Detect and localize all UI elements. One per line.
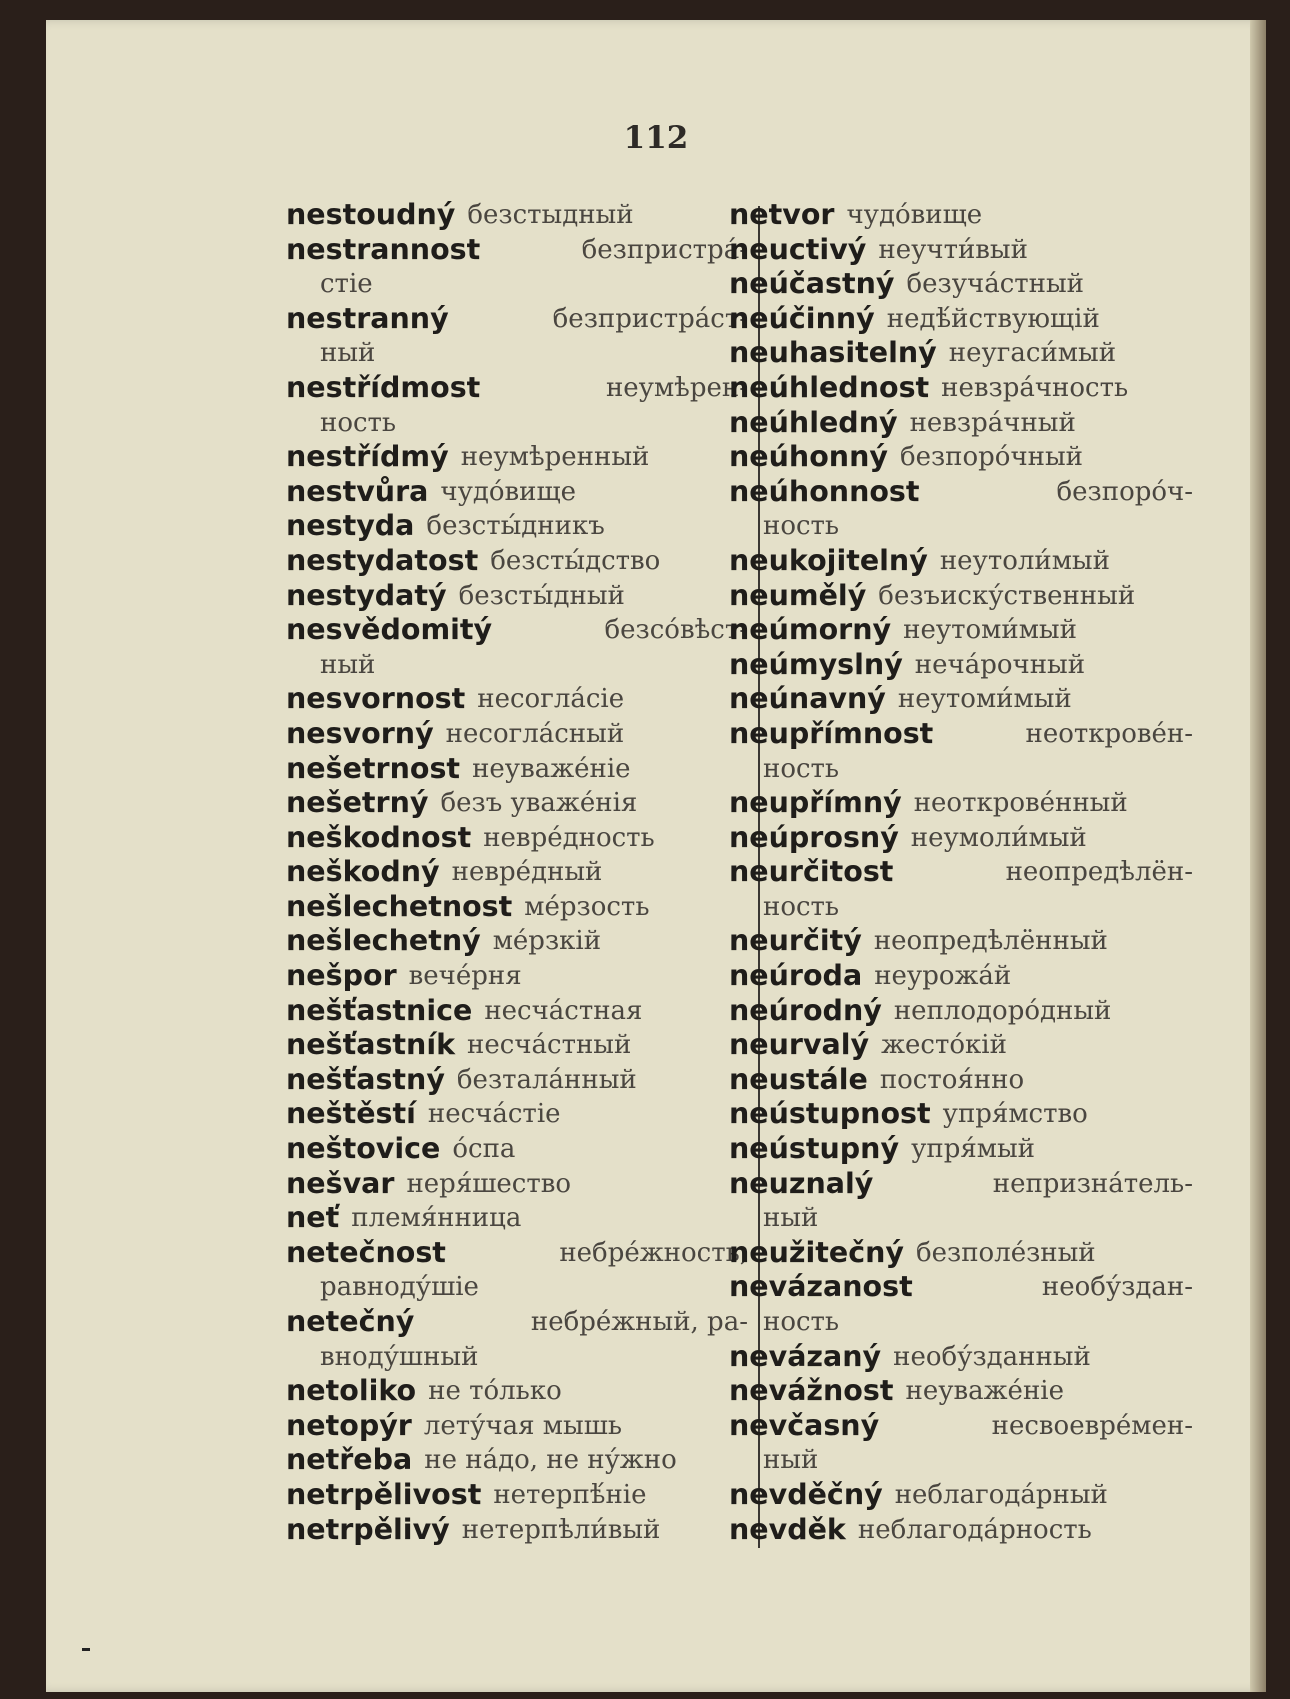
dictionary-entry bbox=[286, 855, 748, 890]
headword: nešlechetnost bbox=[286, 889, 513, 923]
entry-continuation bbox=[729, 509, 1193, 544]
entry-continuation bbox=[286, 648, 748, 683]
gloss: безсты́дникъ bbox=[426, 511, 605, 542]
headword: neurčitost bbox=[729, 855, 894, 889]
gloss: неуваже́ніе bbox=[472, 753, 631, 784]
left-column bbox=[286, 198, 748, 1547]
page-number: 112 bbox=[623, 120, 689, 156]
headword: neústupný bbox=[729, 1132, 900, 1166]
dictionary-entry bbox=[286, 1409, 748, 1444]
headword: netoliko bbox=[286, 1374, 417, 1408]
headword: neústupnost bbox=[729, 1097, 931, 1131]
headword: neúmorný bbox=[729, 613, 892, 647]
gloss: небре́жный, ра- bbox=[530, 1307, 748, 1337]
gloss: безпристра́ст- bbox=[552, 303, 748, 334]
headword: nestrannost bbox=[286, 232, 481, 266]
headword: neštěstí bbox=[286, 1097, 416, 1131]
gloss-continuation: ный bbox=[763, 1445, 819, 1476]
dictionary-entry bbox=[729, 198, 1193, 233]
gloss: безпоро́чный bbox=[899, 442, 1083, 473]
gloss: не на́до, не ну́жно bbox=[424, 1445, 677, 1476]
right-column bbox=[729, 198, 1193, 1547]
headword: neurčitý bbox=[729, 924, 862, 958]
headword: neúnavný bbox=[729, 682, 886, 716]
gloss: неутоли́мый bbox=[939, 545, 1110, 576]
dictionary-entry bbox=[729, 613, 1193, 648]
entry-continuation bbox=[729, 890, 1193, 925]
headword: nešetrný bbox=[286, 786, 429, 820]
headword: neustále bbox=[729, 1062, 868, 1096]
headword: neškodnost bbox=[286, 820, 472, 854]
dictionary-entry bbox=[729, 1374, 1193, 1409]
gloss: безпоро́ч- bbox=[1056, 476, 1193, 507]
gloss: лету́чая мышь bbox=[423, 1410, 623, 1441]
gloss: безстыдный bbox=[467, 200, 634, 230]
gloss-continuation: ный bbox=[320, 338, 376, 369]
dictionary-entry bbox=[729, 579, 1193, 614]
book-page bbox=[46, 20, 1266, 1692]
gloss: невре́дность bbox=[483, 822, 655, 853]
gloss: безсо́вѣст- bbox=[604, 615, 748, 646]
headword: neuhasitelný bbox=[729, 336, 937, 370]
dictionary-entry bbox=[729, 1028, 1193, 1063]
dictionary-entry bbox=[286, 1132, 748, 1167]
headword: neúhonnost bbox=[729, 474, 920, 508]
dictionary-entry bbox=[286, 544, 748, 579]
gloss: нетерпѣ́ніе bbox=[493, 1479, 647, 1510]
dictionary-entry bbox=[286, 371, 748, 406]
headword: nestřídmost bbox=[286, 370, 481, 404]
dictionary-entry bbox=[729, 1132, 1193, 1167]
gloss: неучти́вый bbox=[878, 234, 1028, 265]
headword: neúroda bbox=[729, 959, 863, 993]
headword: neužitečný bbox=[729, 1235, 904, 1269]
gloss: ме́рзкій bbox=[492, 926, 602, 957]
gloss: несогла́сный bbox=[445, 718, 625, 749]
entry-continuation bbox=[729, 1305, 1193, 1340]
gloss-continuation: ный bbox=[763, 1203, 819, 1234]
gloss: неоткрове́нный bbox=[913, 788, 1128, 819]
dictionary-entry bbox=[729, 1167, 1193, 1202]
gloss: неблагода́рный bbox=[894, 1479, 1108, 1510]
gloss: необу́зданный bbox=[893, 1341, 1091, 1372]
headword: neuctivý bbox=[729, 232, 867, 266]
dictionary-entry bbox=[286, 1374, 748, 1409]
dictionary-entry bbox=[286, 752, 748, 787]
gloss: чудо́вище bbox=[846, 200, 983, 230]
headword: neuznalý bbox=[729, 1166, 874, 1200]
dictionary-entry bbox=[729, 1409, 1193, 1444]
entry-continuation bbox=[286, 1270, 748, 1305]
headword: neškodný bbox=[286, 855, 440, 889]
entry-continuation bbox=[286, 1340, 748, 1375]
gloss: не то́лько bbox=[428, 1376, 562, 1407]
gloss: недѣ́йствующій bbox=[886, 303, 1100, 334]
dictionary-entry bbox=[286, 1513, 748, 1548]
dictionary-entry bbox=[286, 509, 748, 544]
gloss: неопредѣлённый bbox=[873, 926, 1108, 957]
gloss: несогла́сіе bbox=[477, 684, 625, 715]
headword: nevázanost bbox=[729, 1270, 913, 1304]
headword: nesvorný bbox=[286, 716, 434, 750]
entry-continuation bbox=[729, 752, 1193, 787]
dictionary-entry bbox=[286, 233, 748, 268]
dictionary-entry bbox=[286, 890, 748, 925]
headword: neúhledný bbox=[729, 405, 898, 439]
gloss: о́спа bbox=[452, 1134, 516, 1165]
headword: neupřímný bbox=[729, 786, 902, 820]
dictionary-entry bbox=[729, 855, 1193, 890]
gloss-continuation: ность bbox=[763, 891, 840, 922]
gloss: безтала́нный bbox=[456, 1064, 637, 1095]
entry-continuation bbox=[286, 336, 748, 371]
headword: netrpělivost bbox=[286, 1477, 482, 1511]
dictionary-entry bbox=[729, 1063, 1193, 1098]
dictionary-entry bbox=[286, 1305, 748, 1340]
gloss: неумѣрен- bbox=[605, 372, 748, 403]
gloss: неугаси́мый bbox=[948, 338, 1117, 369]
dictionary-entry bbox=[729, 544, 1193, 579]
dictionary-entry bbox=[729, 1270, 1193, 1305]
gloss: невзра́чность bbox=[941, 372, 1129, 403]
gloss: вече́рня bbox=[408, 961, 522, 992]
headword: nestranný bbox=[286, 301, 449, 335]
dictionary-entry bbox=[286, 924, 748, 959]
headword: neúprosný bbox=[729, 820, 899, 854]
headword: nešťastnice bbox=[286, 993, 473, 1027]
gloss: неумѣренный bbox=[460, 442, 650, 473]
headword: netečný bbox=[286, 1305, 415, 1338]
dictionary-entry bbox=[286, 1201, 748, 1236]
headword: nešpor bbox=[286, 959, 397, 993]
headword: nevděk bbox=[729, 1512, 846, 1546]
gloss: неопредѣлён- bbox=[1005, 857, 1193, 888]
dictionary-entry bbox=[286, 994, 748, 1029]
headword: nevčasný bbox=[729, 1408, 880, 1442]
dictionary-entry bbox=[286, 821, 748, 856]
dictionary-entry bbox=[729, 959, 1193, 994]
gloss-continuation: ность bbox=[320, 407, 397, 438]
dictionary-entry bbox=[729, 267, 1193, 302]
gloss: упря́мый bbox=[911, 1134, 1035, 1165]
gloss: непризна́тель- bbox=[992, 1168, 1193, 1199]
dictionary-entry bbox=[286, 440, 748, 475]
gloss: несча́стный bbox=[467, 1030, 632, 1061]
gloss-continuation: равноду́шіе bbox=[320, 1272, 479, 1303]
headword: neúhonný bbox=[729, 440, 888, 474]
dictionary-entry bbox=[729, 648, 1193, 683]
headword: nevděčný bbox=[729, 1477, 883, 1511]
headword: neurvalý bbox=[729, 1028, 870, 1062]
headword: neť bbox=[286, 1201, 340, 1235]
gloss: неумоли́мый bbox=[910, 822, 1087, 853]
dictionary-entry bbox=[286, 1097, 748, 1132]
dictionary-entry bbox=[286, 1236, 748, 1271]
headword: neúmyslný bbox=[729, 647, 903, 681]
dictionary-entry bbox=[729, 233, 1193, 268]
headword: netvor bbox=[729, 198, 835, 231]
headword: nestydatost bbox=[286, 543, 479, 577]
dictionary-entry bbox=[729, 371, 1193, 406]
gloss: неря́шество bbox=[406, 1168, 572, 1199]
headword: nevázaný bbox=[729, 1339, 882, 1373]
dictionary-entry bbox=[729, 1236, 1193, 1271]
gloss-continuation: ность bbox=[763, 511, 840, 542]
headword: neumělý bbox=[729, 578, 867, 612]
dictionary-entry bbox=[729, 1340, 1193, 1375]
entry-continuation bbox=[286, 267, 748, 302]
page-mark bbox=[82, 1648, 90, 1651]
headword: nešťastník bbox=[286, 1028, 456, 1062]
dictionary-entry bbox=[729, 994, 1193, 1029]
gloss: упря́мство bbox=[942, 1099, 1088, 1130]
entry-continuation bbox=[729, 1201, 1193, 1236]
dictionary-entry bbox=[286, 579, 748, 614]
headword: nesvornost bbox=[286, 682, 466, 716]
dictionary-entry bbox=[729, 682, 1193, 717]
dictionary-entry bbox=[286, 1443, 748, 1478]
gloss: жесто́кій bbox=[881, 1030, 1007, 1061]
gloss: неурожа́й bbox=[874, 961, 1012, 992]
gloss: неутоми́мый bbox=[897, 684, 1072, 715]
gloss: неча́рочный bbox=[914, 649, 1086, 680]
dictionary-entry bbox=[286, 682, 748, 717]
dictionary-entry bbox=[286, 1063, 748, 1098]
headword: neupřímnost bbox=[729, 716, 934, 750]
headword: neukojitelný bbox=[729, 543, 928, 577]
headword: netopýr bbox=[286, 1408, 412, 1442]
dictionary-entry bbox=[729, 336, 1193, 371]
gloss-continuation: ность bbox=[763, 753, 840, 784]
dictionary-entry bbox=[729, 821, 1193, 856]
dictionary-entry bbox=[729, 1097, 1193, 1132]
headword: nestydatý bbox=[286, 578, 447, 612]
gloss: безъиску́ственный bbox=[878, 580, 1136, 611]
dictionary-entry bbox=[729, 475, 1193, 510]
dictionary-entry bbox=[286, 1167, 748, 1202]
dictionary-entry bbox=[286, 198, 748, 233]
headword: nešvar bbox=[286, 1166, 395, 1200]
gloss-continuation: стіе bbox=[320, 269, 373, 300]
gloss: неплодоро́дный bbox=[893, 995, 1112, 1026]
headword: neúrodný bbox=[729, 993, 882, 1027]
gloss: безсты́дный bbox=[458, 580, 625, 611]
dictionary-entry bbox=[729, 924, 1193, 959]
headword: nestyda bbox=[286, 509, 415, 543]
gloss: несча́стіе bbox=[427, 1099, 561, 1130]
gloss: неуваже́ніе bbox=[905, 1376, 1064, 1407]
gloss-continuation: вноду́шный bbox=[320, 1341, 479, 1372]
entry-continuation bbox=[729, 1443, 1193, 1478]
dictionary-entry bbox=[729, 1478, 1193, 1513]
gloss: племя́нница bbox=[351, 1203, 522, 1234]
page-spine-shadow bbox=[1250, 20, 1266, 1692]
gloss: безпристра́- bbox=[581, 234, 748, 265]
gloss: нетерпѣли́вый bbox=[461, 1514, 661, 1545]
headword: neštovice bbox=[286, 1132, 441, 1166]
gloss-continuation: ный bbox=[320, 649, 376, 680]
dictionary-entry bbox=[286, 1028, 748, 1063]
gloss: несвоевре́мен- bbox=[991, 1410, 1193, 1441]
headword: nestřídmý bbox=[286, 440, 449, 474]
headword: nestvůra bbox=[286, 474, 429, 508]
headword: neúčastný bbox=[729, 267, 895, 301]
dictionary-entry bbox=[286, 717, 748, 752]
gloss: ме́рзость bbox=[524, 891, 650, 922]
headword: nešlechetný bbox=[286, 924, 481, 958]
gloss: безъ уваже́нія bbox=[440, 788, 638, 819]
headword: nešťastný bbox=[286, 1062, 445, 1096]
gloss: небре́жность, bbox=[559, 1237, 748, 1268]
headword: nevážnost bbox=[729, 1374, 894, 1408]
gloss: неоткрове́н- bbox=[1025, 718, 1193, 749]
gloss: неблагода́рность bbox=[857, 1514, 1092, 1545]
headword: neúhlednost bbox=[729, 370, 930, 404]
headword: nešetrnost bbox=[286, 751, 461, 785]
headword: netrpělivý bbox=[286, 1512, 450, 1546]
dictionary-entry bbox=[286, 613, 748, 648]
dictionary-entry bbox=[286, 1478, 748, 1513]
gloss: необу́здан- bbox=[1041, 1272, 1193, 1303]
headword: nesvědomitý bbox=[286, 613, 493, 647]
gloss-continuation: ность bbox=[763, 1307, 840, 1337]
gloss: чудо́вище bbox=[440, 476, 577, 507]
headword: nestoudný bbox=[286, 198, 456, 231]
gloss: безполе́зный bbox=[915, 1237, 1096, 1268]
dictionary-entry bbox=[729, 440, 1193, 475]
dictionary-entry bbox=[729, 786, 1193, 821]
dictionary-entry bbox=[729, 302, 1193, 337]
dictionary-entry bbox=[729, 1513, 1193, 1548]
dictionary-entry bbox=[286, 302, 748, 337]
gloss: постоя́нно bbox=[879, 1064, 1025, 1095]
dictionary-entry bbox=[729, 406, 1193, 441]
gloss: невре́дный bbox=[451, 857, 603, 888]
dictionary-entry bbox=[286, 959, 748, 994]
gloss: безсты́дство bbox=[490, 545, 661, 576]
dictionary-entry bbox=[286, 475, 748, 510]
gloss: неутоми́мый bbox=[903, 615, 1077, 646]
headword: netečnost bbox=[286, 1235, 446, 1269]
gloss: безуча́стный bbox=[906, 269, 1085, 300]
dictionary-entry bbox=[286, 786, 748, 821]
headword: neúčinný bbox=[729, 301, 875, 335]
gloss: невзра́чный bbox=[909, 407, 1076, 438]
headword: netřeba bbox=[286, 1443, 413, 1477]
gloss: несча́стная bbox=[484, 995, 643, 1026]
dictionary-entry bbox=[729, 717, 1193, 752]
entry-continuation bbox=[286, 406, 748, 441]
